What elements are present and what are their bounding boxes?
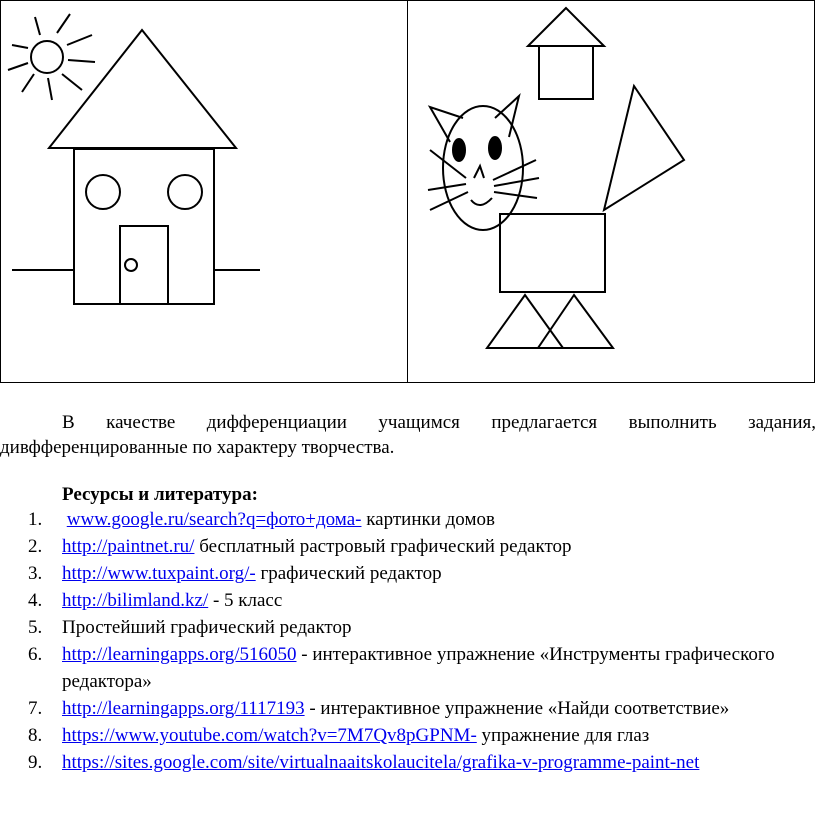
resource-link[interactable]: http://learningapps.org/516050 <box>62 644 297 665</box>
resource-description: - 5 класс <box>208 590 283 611</box>
resource-link[interactable]: https://www.youtube.com/watch?v=7M7Qv8pGPNM- <box>62 725 477 746</box>
list-item <box>0 560 802 587</box>
resource-link[interactable]: http://learningapps.org/1117193 <box>62 698 305 719</box>
resource-description: картинки домов <box>361 509 495 530</box>
paragraph-word: предлагается <box>491 412 598 433</box>
resource-link[interactable]: https://sites.google.com/site/virtualnaaitskolaucitela/grafika-v-programme-paint-net <box>62 752 700 773</box>
list-number: 5. <box>28 617 43 638</box>
house-door <box>120 226 168 304</box>
description-paragraph <box>0 410 816 460</box>
list-item <box>0 749 802 776</box>
list-number: 9. <box>28 752 43 773</box>
cat-tail <box>604 86 684 210</box>
house-roof <box>49 30 236 148</box>
paragraph-word: дифференциации <box>206 412 347 433</box>
list-number: 3. <box>28 563 43 584</box>
small-house-roof <box>528 8 604 46</box>
resource-description: упражнение для глаз <box>476 725 650 746</box>
cat-leg-right <box>538 295 613 348</box>
list-number: 1. <box>28 509 43 530</box>
resources-list <box>0 506 802 776</box>
list-number: 7. <box>28 698 43 719</box>
paragraph-word: выполнить <box>628 412 717 433</box>
sun-icon <box>8 14 95 100</box>
list-number: 4. <box>28 590 43 611</box>
list-item <box>0 587 802 614</box>
paragraph-word: задания, <box>748 412 816 433</box>
paragraph-word: В <box>62 412 75 433</box>
list-number: 6. <box>28 644 43 665</box>
resource-link[interactable]: http://bilimland.kz/ <box>62 590 209 611</box>
resource-description: графический редактор <box>255 563 442 584</box>
list-item <box>0 614 802 641</box>
paragraph-line-2: дивфференцированные по характеру творчества. <box>0 437 395 458</box>
list-item <box>0 695 802 722</box>
cat-leg-left <box>487 295 563 348</box>
cat-drawing <box>408 0 815 383</box>
resource-description: Простейший графический редактор <box>62 617 352 638</box>
list-number: 8. <box>28 725 43 746</box>
resource-link[interactable]: http://www.tuxpaint.org/- <box>62 563 256 584</box>
resource-description: - интерактивное упражнение «Найди соответствие» <box>304 698 730 719</box>
list-number: 2. <box>28 536 43 557</box>
house-window-left <box>86 175 120 209</box>
resources-heading: Ресурсы и литература: <box>62 484 258 505</box>
paragraph-word: качестве <box>106 412 176 433</box>
list-item <box>0 533 802 560</box>
paragraph-word: учащимся <box>378 412 460 433</box>
paragraph-line-1 <box>0 410 816 435</box>
resource-link[interactable]: http://paintnet.ru/ <box>62 536 195 557</box>
cat-head <box>428 96 539 230</box>
cat-body <box>500 214 605 292</box>
list-item <box>0 641 802 695</box>
door-knob <box>125 259 137 271</box>
resource-description: бесплатный растровый графический редактор <box>194 536 572 557</box>
house-window-right <box>168 175 202 209</box>
house-drawing <box>0 0 407 383</box>
small-house-wall <box>539 46 593 99</box>
resource-description: - интерактивное упражнение «Инструменты графического редактора» <box>62 644 775 692</box>
resource-link[interactable]: www.google.ru/search?q=фото+дома- <box>66 509 362 530</box>
list-item <box>0 506 802 533</box>
list-item <box>0 722 802 749</box>
